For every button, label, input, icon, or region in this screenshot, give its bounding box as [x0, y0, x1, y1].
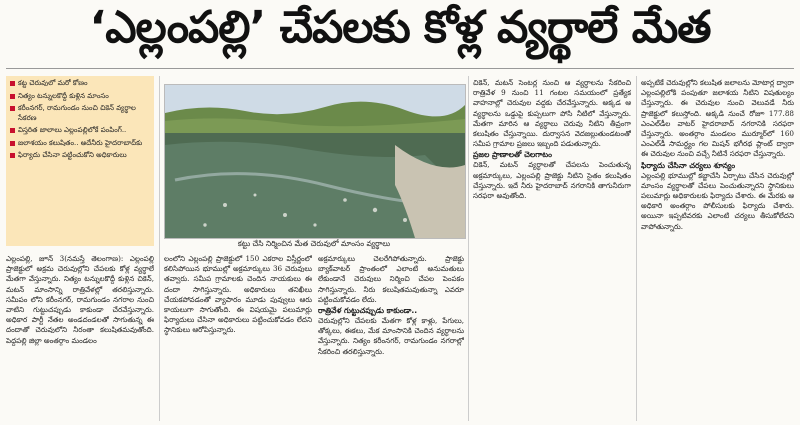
highlight-item: జలాశయం కలుషితం.. అదేనీరు హైదరాబాద్‌కు — [10, 139, 150, 149]
highlight-item: కట్ట చెరువులో మరో కోణం — [10, 79, 150, 89]
section-subheading: రాత్రివేళ గుట్టుచప్పుడు కాకుండా.. — [318, 306, 418, 316]
highlight-item: నిత్యం టన్నులకొద్దీ కుళ్లిన మాంసం — [10, 92, 150, 102]
section-subheading: ఫిర్యాదు చేసినా చర్యలు శూన్యం — [641, 160, 736, 170]
article-column-4: చికెన్, మటన్ సెంటర్ల నుంచి ఆ వ్యర్థాలను సేకరించి రాత్రివేళ 9 నుంచి 11 గంటల సమయంలో ప్రత్యేక వాహనాల్లో చెరువుల వద్దకు చేరవేస్తున్నారు. అక్కడ ఆ వ్యర్థాలను ఒడ్డుపై కుప్పలుగా పోసి నీటిలో వేస్తున్నారు. మేతగా మారిన ఆ వ్యర్థాలు చెరువు నీటిని తీవ్రంగా కలుషితం చేస్తున్నాయి. దుర్వాసన వెదజల్లుతుండటంతో సమీప గ్రామాల ప్రజలు ఇబ్బంది పడుతున్నారు. ప్రజల ప్రాణాలతో చెలగాటం చికెన్, మటన్ వ్యర్థాలతో చేపలను పెంచుతున్న అక్రమార్కులు, ఎల్లంపల్లి ప్రాజెక్టు నీటిని సైతం కలుషితం చేస్తున్నారు. ఇదే నీరు హైదరాబాద్ నగరానికి తాగునీరుగా సరఫరా అవుతోంది. — [473, 78, 631, 201]
article-column-3: అక్రమార్కులు చెలరేగిపోతున్నారు. ప్రాజెక్టు బ్యాక్‌వాటర్ ప్రాంతంలో ఎలాంటి అనుమతులు లేకుండానే చెరువులు నిర్మించి చేపల పెంపకం సాగిస్తున్నారు. నీరు కలుషితమవుతున్నా ఎవరూ పట్టించుకోవడం లేదు. రాత్రివేళ గుట్టుచప్పుడు కాకుండా.. చెరువుల్లోని చేపలకు మేతగా కోళ్ల కాళ్లు, పేగులు, తోక్కలు, ఈకలు, మేక మాంసానికి చెందిన వ్యర్థాలను వేస్తున్నారు. నిత్యం కరీంనగర్, రామగుండం నగరాల్లో సేకరించి తరలిస్తున్నారు. — [318, 254, 464, 356]
pond-photo-illustration — [165, 85, 465, 238]
bullet-icon — [10, 141, 15, 146]
highlight-item: కరీంనగర్, రామగుండం నుంచి చికెన్ వ్యర్థాల సేకరణ — [10, 104, 150, 123]
highlights-box — [6, 76, 154, 246]
bullet-icon — [10, 94, 15, 99]
column-divider — [468, 76, 469, 421]
photo-caption: కట్టు చేసి నిర్మించిన మేత చెరువులో మాంసం వ్యర్థాలు — [237, 239, 391, 248]
article-column-1: ఎల్లంపల్లి, జూన్ 3(నమస్తే తెలంగాణ): ఎల్లంపల్లి ప్రాజెక్టులో అక్రమ చెరువుల్లోని చేపలకు కోళ్ల వ్యర్థాలే మేతగా వేస్తున్నారు. నిత్యం టన్నులకొద్దీ కుళ్లిన చికెన్, మటన్ మాంసాన్ని రాత్రివేళల్లో తరలిస్తున్నారు. సమీపం లోని కరీంనగర్, రామగుండం నగరాల నుంచి వాటిని గుట్టుచప్పుడు కాకుండా చేరవేస్తున్నారు. అధికార పార్టీ నేతల అండదండలతో సాగుతున్న ఈ దందాతో చెరువులోని నీరంతా కలుషితమవుతోంది. పెద్దపల్లి జిల్లా అంతర్గాం మండలం — [6, 254, 154, 345]
headline: ‘ఎల్లంపల్లి’ చేపలకు కోళ్ల వ్యర్థాలే మేత — [89, 2, 711, 53]
highlight-item: ఫిర్యాదు చేసినా పట్టించుకోని అధికారులు — [10, 151, 150, 161]
article-column-2: లంలోని ఎల్లంపల్లి ప్రాజెక్టులో 150 ఎకరాల విస్తీర్ణంలో కలిసిపోయిన భూముల్లో అక్రమార్కులు 36 చెరువులు తవ్వారు. సమీప గ్రామాలకు చెందిన నాయకులు ఈ దందా సాగిస్తున్నారు. అధికారులు తనిఖీలు చేయకపోవడంతో వ్యాపారం మూడు పువ్వులు ఆరు కాయలుగా సాగుతోంది. ఈ విషయమై పలుమార్లు ఫిర్యాదులు చేసినా అధికారులు పట్టించుకోవడం లేదని స్థానికులు ఆరోపిస్తున్నారు. — [164, 254, 312, 335]
bullet-icon — [10, 81, 15, 86]
pond-photo — [164, 84, 466, 239]
bullet-icon — [10, 153, 15, 158]
section-subheading: ప్రజల ప్రాణాలతో చెలగాటం — [473, 150, 552, 160]
column-divider — [636, 76, 637, 421]
column-divider — [159, 76, 160, 421]
highlight-item: విస్తరిత జాలాలు ఎల్లంపల్లిలోకే పంపింగ్.. — [10, 126, 150, 136]
bullet-icon — [10, 106, 15, 111]
divider — [6, 68, 794, 69]
bullet-icon — [10, 128, 15, 133]
article-column-5: అప్పటికే చెరువుల్లోని కలుషిత జలాలను మోటార్ల ద్వారా ఎల్లంపల్లిలోకి పంపుతూ జలాశయ నీటిని విషతుల్యం చేస్తున్నారు. ఈ చెరువుల నుంచి వెలువడే నీరు ప్రాజెక్టులో కలుస్తోంది. అక్కడి నుంచే రోజూ 177.88 ఎంఎల్‌డీల వాటర్ హైదరాబాద్ నగరానికి సరఫరా చేస్తున్నారు. అంతర్గాం మండలం ముర్మూర్‌లో 160 ఎంఎల్‌డీ సామర్థ్యం గల మిషన్ భగీరథ ప్లాంట్ ద్వారా ఈ చెరువుల నుంచి వచ్చే నీటినే సరఫరా చేస్తున్నారు. ఫిర్యాదు చేసినా చర్యలు శూన్యం ఎల్లంపల్లి భూముల్లో కబ్జాచేసి ఏర్పాటు చేసిన చెరువుల్లో మాంసం వ్యర్థాలతో చేపలు పెంచుతున్నారని స్థానికులు పలుమార్లు అధికారులకు ఫిర్యాదు చేశారు. ఈ మేరకు ఆ అధికారి అంతర్గాం పోలీసులకు ఫిర్యాదు చేశారు. అయినా ఇప్పటివరకు ఎలాంటి చర్యలు తీసుకోలేదని వాపోతున్నారు. — [641, 78, 794, 231]
